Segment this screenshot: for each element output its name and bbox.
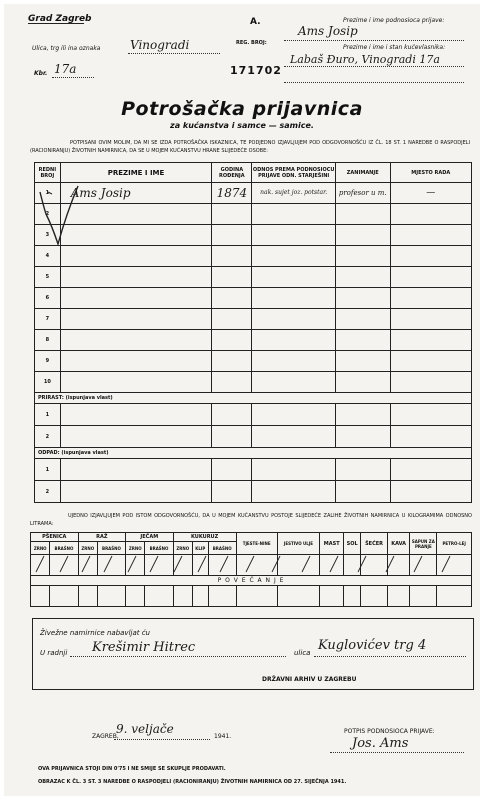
footer-year: 1941. xyxy=(214,733,232,740)
intro-text: POTPISANI OVIM MOLIM, DA MI SE IZDA POTROŠAČKA ISKAZNICA, TE PODJEDNO IZJAVLJUJEM POD ODGOVORNOŠĆU IZ ČL. 18 ST. 1 NAREDBE O RASPODJELI (RACIONIRANJU) ŽIVOTNIH NAMIRNICA, DA SE U MOJEM KUĆANSTVU HRANE SLIJEDEĆE OSOBE: xyxy=(30,140,470,154)
form-subtitle: za kućanstva i samce — samice. xyxy=(170,121,314,130)
row-number: 10 xyxy=(35,372,61,393)
col-header-number: REDNI BROJ xyxy=(35,163,61,183)
price-note: OVA PRIJAVNICA STOJI DIN 0'75 I NE SMIJE SE SKUPLJE PRODAVATI. xyxy=(38,766,226,772)
row-number: 3 xyxy=(35,225,61,246)
archive-stamp: DRŽAVNI ARHIV U ZAGREBU xyxy=(262,676,357,683)
number-label: Kbr. xyxy=(34,70,48,77)
signature-line xyxy=(330,752,464,753)
sub-col: BRAŠNO xyxy=(97,542,125,555)
col-pasta: TJESTE-NINE xyxy=(236,533,277,555)
col-header-occupation: ZANIMANJE xyxy=(335,163,390,183)
owner-label: Prezime i ime i stan kućevlasnika: xyxy=(343,44,446,51)
row-number: 1 xyxy=(35,459,61,481)
form-number: 171702 xyxy=(230,64,282,77)
store-street-line xyxy=(314,656,466,657)
sub-col: BRAŠNO xyxy=(50,542,78,555)
street-value: Vinogradi xyxy=(130,38,190,52)
street-label: Ulica, trg ili ina oznaka xyxy=(32,45,101,52)
col-salt: SOL xyxy=(344,533,361,555)
shop-label: U radnji xyxy=(40,649,68,657)
povecanje-label: P O V E Ć A N J E xyxy=(31,576,472,586)
col-header-year: GODINA ROĐENJA xyxy=(212,163,252,183)
col-coffee: KAVA xyxy=(387,533,409,555)
store-street-label: ulica xyxy=(294,649,311,657)
store-street-value: Kuglovićev trg 4 xyxy=(318,638,427,653)
signature-label: POTPIS PODNOSIOCA PRIJAVE: xyxy=(344,728,435,735)
row-number: 8 xyxy=(35,330,61,351)
group-barley: JEČAM xyxy=(126,533,174,542)
group-corn: KUKURUZ xyxy=(173,533,236,542)
group-wheat: PŠENICA xyxy=(31,533,79,542)
store-intro: Živežne namirnice nabavljat ću xyxy=(40,629,150,637)
row-number: 5 xyxy=(35,267,61,288)
person-workplace: — xyxy=(390,183,471,204)
row-number: 2 xyxy=(35,204,61,225)
group-rye: RAŽ xyxy=(78,533,126,542)
person-relation: nak. sujet joz. potstar. xyxy=(252,183,335,204)
col-lard: MAST xyxy=(320,533,344,555)
series-letter: A. xyxy=(250,17,261,27)
col-soap: SAPUN ZA PRANJE xyxy=(410,533,437,555)
owner-value: Labaš Đuro, Vinogradi 17a xyxy=(290,53,440,66)
row-number: 1 xyxy=(35,183,61,204)
col-header-relation: ODNOS PREMA PODNOSIOCU PRIJAVE ODN. STARJEŠINI xyxy=(252,163,335,183)
odpad-label: ODPAD: (ispunjava vlast) xyxy=(35,448,472,459)
footer-date: 9. veljače xyxy=(116,722,174,736)
reg-label: REG. BROJ: xyxy=(236,40,267,46)
date-line xyxy=(114,739,210,740)
shop-value: Krešimir Hitrec xyxy=(92,640,196,655)
col-header-workplace: MJESTO RADA xyxy=(390,163,471,183)
col-oil: JESTIVO ULJE xyxy=(277,533,320,555)
applicant-value: Ams Josip xyxy=(298,24,358,38)
row-number: 9 xyxy=(35,351,61,372)
row-number: 1 xyxy=(35,404,61,426)
sub-col: KLIP xyxy=(192,542,208,555)
person-occupation: profesor u m. xyxy=(335,183,390,204)
footer-place: ZAGREB, xyxy=(92,733,119,740)
shop-line xyxy=(70,656,286,657)
row-number: 6 xyxy=(35,288,61,309)
row-number: 2 xyxy=(35,481,61,503)
col-petroleum: PETRO-LEJ xyxy=(437,533,472,555)
signature-value: Jos. Ams xyxy=(352,736,409,751)
sub-col: BRAŠNO xyxy=(208,542,236,555)
prirast-label: PRIRAST: (ispunjava vlast) xyxy=(35,393,472,404)
form-reference-note: OBRAZAC K ČL. 3 ST. 3 NAREDBE O RASPODJELI (RACIONIRANJU) ŽIVOTNIH NAMIRNICA OD 27. SIJEČNJA 1941. xyxy=(38,779,347,785)
form-title: Potrošačka prijavnica xyxy=(121,98,363,120)
sub-col: BRAŠNO xyxy=(145,542,173,555)
sub-col: ZRNO xyxy=(173,542,192,555)
row-number: 2 xyxy=(35,426,61,448)
sub-col: ZRNO xyxy=(78,542,97,555)
col-header-name: PREZIME I IME xyxy=(60,163,212,183)
stock-text: UJEDNO IZJAVLJUJEM POD ISTOM ODGOVORNOŠĆU, DA U MOJEM KUĆANSTVU POSTOJE SLIJEDEĆE ZALIHE ŽIVOTNIH NAMIRNICA U KILOGRAMIMA ODNOSNO LITRAMA: xyxy=(30,513,472,527)
col-sugar: ŠEĆER xyxy=(361,533,388,555)
row-number: 4 xyxy=(35,246,61,267)
applicant-label: Prezime i ime podnosioca prijave: xyxy=(343,17,445,24)
number-value: 17a xyxy=(54,62,77,76)
sub-col: ZRNO xyxy=(126,542,145,555)
city-label: Grad Zagreb xyxy=(28,14,92,24)
sub-col: ZRNO xyxy=(31,542,50,555)
person-year: 1874 xyxy=(212,183,252,204)
person-name: Ams Josip xyxy=(60,183,212,204)
row-number: 7 xyxy=(35,309,61,330)
